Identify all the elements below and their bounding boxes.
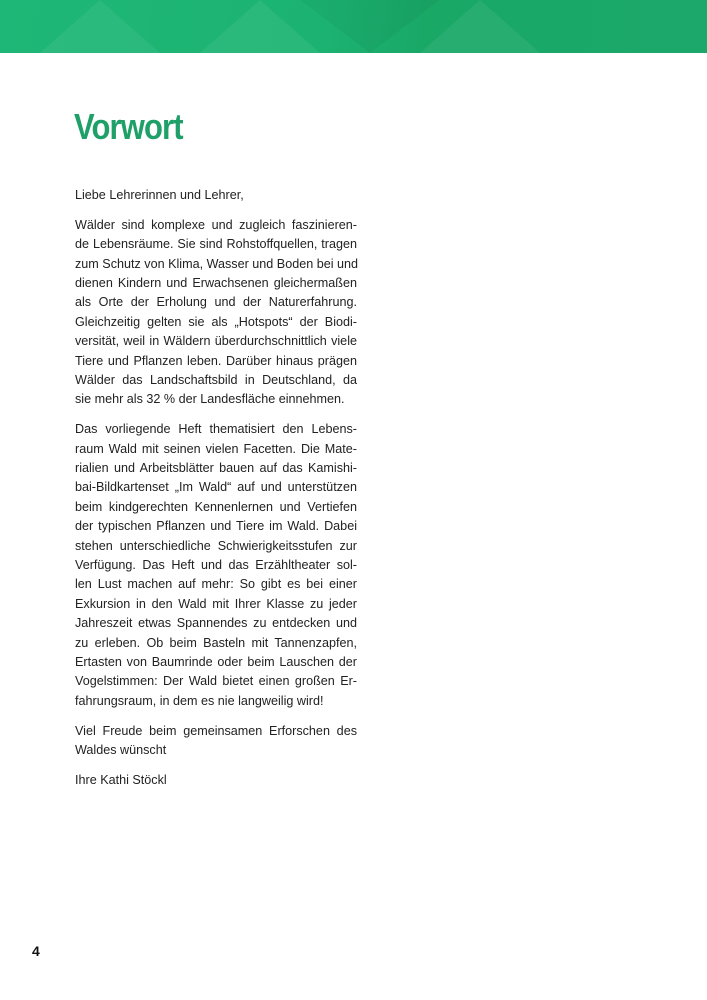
text-line: Gleichzeitig gelten sie als „Hotspots“ der Biodi- [75,314,357,329]
page-title: Vorwort [74,106,183,147]
text-line: dienen Kindern und Erwachsenen gleichermaßen [75,276,357,291]
text-line: Wälder sind komplexe und zugleich faszinieren- [75,217,357,232]
text-line: rialien und Arbeitsblätter bauen auf das Kamishi- [75,461,357,476]
text-line: stehen unterschiedliche Schwierigkeitsstufen zur [75,538,357,553]
text-line: sie mehr als 32 % der Landesfläche einnehmen. [75,392,345,407]
text-line: Viel Freude beim gemeinsamen Erforschen des [75,723,357,738]
text-line: Liebe Lehrerinnen und Lehrer, [75,188,244,202]
text-line: Waldes wünscht [75,743,167,758]
text-line: Tiere und Pflanzen leben. Darüber hinaus prägen [75,353,357,368]
paragraph [75,420,357,711]
text-line: als Orte der Erholung und der Naturerfahrung. [75,295,357,310]
text-line: raum Wald mit seinen vielen Facetten. Die Mate- [75,441,357,456]
body-text [75,186,357,801]
text-line: Wälder das Landschaftsbild in Deutschland, da [75,373,357,388]
text-line: beim kindgerechten Kennenlernen und Vertiefen [75,499,357,514]
text-line: fahrungsraum, in dem es nie langweilig wird! [75,693,324,708]
text-line: Das vorliegende Heft thematisiert den Lebens- [75,422,357,437]
text-line: zu erleben. Ob beim Basteln mit Tannenzapfen, [75,635,357,650]
text-line: Ertasten von Baumrinde oder beim Lauschen der [75,654,357,669]
paragraph [75,216,357,410]
text-line: de Lebensräume. Sie sind Rohstoffquellen, tragen [75,237,357,252]
text-line: der typischen Pflanzen und Tiere im Wald. Dabei [75,519,357,534]
text-line: versität, weil in Wäldern überdurchschnittlich viele [75,334,357,349]
page-number: 4 [32,943,40,959]
header-band [0,0,707,53]
text-line: bai-Bildkartenset „Im Wald“ auf und unterstützen [75,480,357,495]
text-line: Verfügung. Das Heft und das Erzähltheater sol- [75,558,357,573]
paragraph [75,186,357,205]
paragraph [75,771,357,790]
text-line: Ihre Kathi Stöckl [75,772,167,787]
text-line: Jahreszeit etwas Spannendes zu entdecken und [75,616,357,631]
text-line: Exkursion in den Wald mit Ihrer Klasse zu jeder [75,596,357,611]
text-line: zum Schutz von Klima, Wasser und Boden bei und [75,256,359,271]
text-line: Vogelstimmen: Der Wald bietet einen großen Er- [75,674,357,689]
text-line: len Lust machen auf mehr: So gibt es bei einer [75,577,357,592]
paragraph [75,722,357,761]
